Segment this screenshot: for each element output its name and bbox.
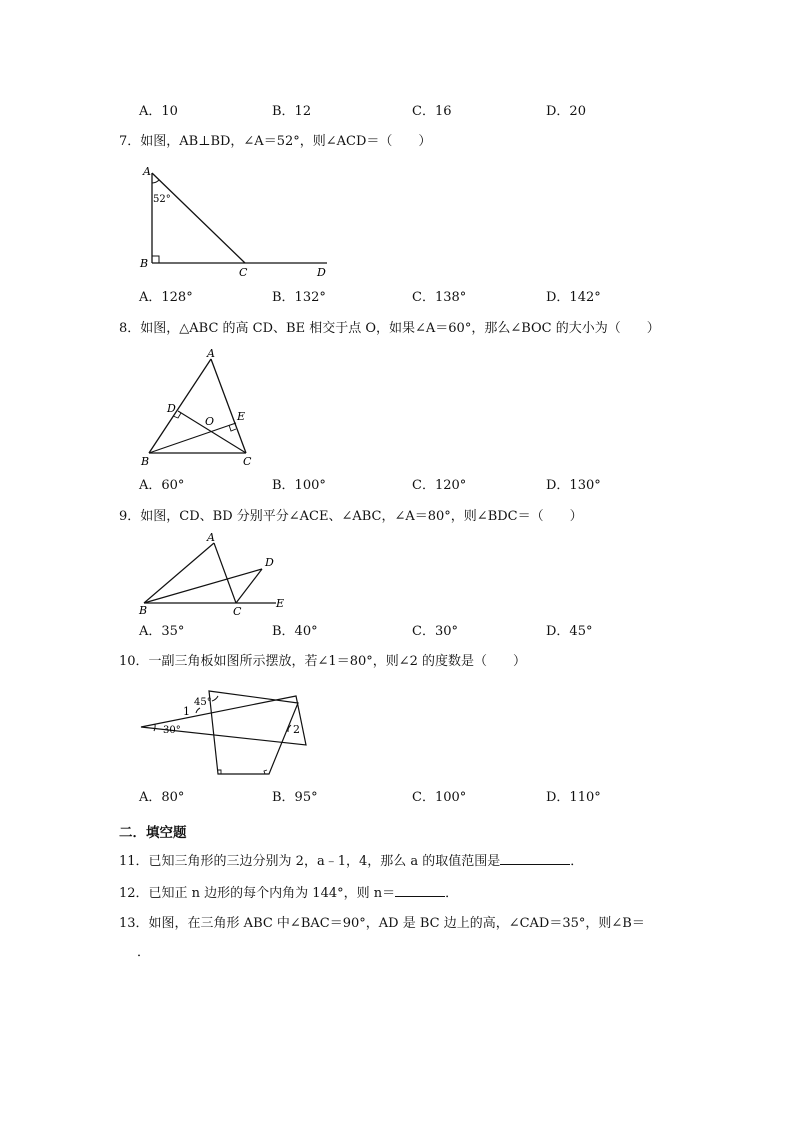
q7-question-text: 7．如图，AB⊥BD，∠A＝52°，则∠ACD＝（ ） <box>119 134 432 149</box>
q13-question-end: ． <box>137 945 151 960</box>
q9-option-b: B．40° <box>272 624 318 639</box>
q6-option-d: D．20 <box>546 104 586 119</box>
q8-label-o: O <box>205 415 215 428</box>
q6-option-b: B．12 <box>272 104 312 119</box>
q8-option-c: C．120° <box>412 478 467 493</box>
q7-figure <box>135 160 345 280</box>
q9-question-text: 9．如图，CD、BD 分别平分∠ACE、∠ABC，∠A＝80°，则∠BDC＝（ ） <box>119 509 583 524</box>
q9-label-d: D <box>265 556 274 569</box>
q7-angle-label: 52° <box>153 194 171 205</box>
q10-question-text: 10．一副三角板如图所示摆放，若∠1＝80°，则∠2 的度数是（ ） <box>119 654 527 669</box>
q10-angle-30-label: 30° <box>163 725 181 736</box>
q9-label-c: C <box>233 605 242 618</box>
q9-figure <box>136 530 296 620</box>
q10-option-d: D．110° <box>546 790 601 805</box>
q13-question-text: 13．如图，在三角形 ABC 中∠BAC＝90°，AD 是 BC 边上的高，∠CAD＝35°，则∠B＝ <box>119 916 645 931</box>
q9-option-a: A．35° <box>139 624 185 639</box>
q8-label-b: B <box>141 455 150 468</box>
q8-option-d: D．130° <box>546 478 601 493</box>
q8-label-a: A <box>207 347 215 360</box>
q7-option-c: C．138° <box>412 290 467 305</box>
q9-option-d: D．45° <box>546 624 593 639</box>
q10-figure <box>136 685 316 785</box>
q7-option-a: A．128° <box>139 290 193 305</box>
q7-option-b: B．132° <box>272 290 326 305</box>
q8-label-e: E <box>237 410 246 423</box>
q10-option-b: B．95° <box>272 790 318 805</box>
q8-option-b: B．100° <box>272 478 326 493</box>
q12-text-end: ． <box>445 886 459 901</box>
q7-label-b: B <box>140 257 149 270</box>
q12-question <box>119 884 458 902</box>
q8-option-a: A．60° <box>139 478 185 493</box>
section-2-title: 二．填空题 <box>119 825 187 841</box>
q9-label-a: A <box>207 531 215 544</box>
q12-answer-blank[interactable] <box>395 884 445 897</box>
q7-label-a: A <box>143 165 151 178</box>
q7-option-d: D．142° <box>546 290 601 305</box>
q10-option-c: C．100° <box>412 790 467 805</box>
q6-option-c: C．16 <box>412 104 452 119</box>
q8-figure <box>136 345 266 470</box>
q8-question-text: 8．如图，△ABC 的高 CD、BE 相交于点 O，如果∠A＝60°，那么∠BOC 的大小为（ ） <box>119 321 660 336</box>
q11-text-end: ． <box>570 854 584 869</box>
q9-label-e: E <box>276 597 285 610</box>
q6-option-a: A．10 <box>139 104 178 119</box>
q10-label-1: 1 <box>183 705 190 718</box>
q12-text: 12．已知正 n 边形的每个内角为 144°，则 n＝ <box>119 886 396 901</box>
q7-label-c: C <box>239 266 248 279</box>
q9-label-b: B <box>139 604 148 617</box>
q10-angle-45-label: 45° <box>194 697 212 708</box>
q10-label-2: 2 <box>293 723 300 736</box>
q7-label-d: D <box>317 266 326 279</box>
q11-question <box>119 852 583 870</box>
q8-label-c: C <box>243 455 252 468</box>
q9-option-c: C．30° <box>412 624 458 639</box>
q10-option-a: A．80° <box>139 790 185 805</box>
q8-label-d: D <box>167 402 176 415</box>
q11-answer-blank[interactable] <box>500 852 570 865</box>
q11-text: 11．已知三角形的三边分别为 2，a﹣1，4，那么 a 的取值范围是 <box>119 854 501 869</box>
